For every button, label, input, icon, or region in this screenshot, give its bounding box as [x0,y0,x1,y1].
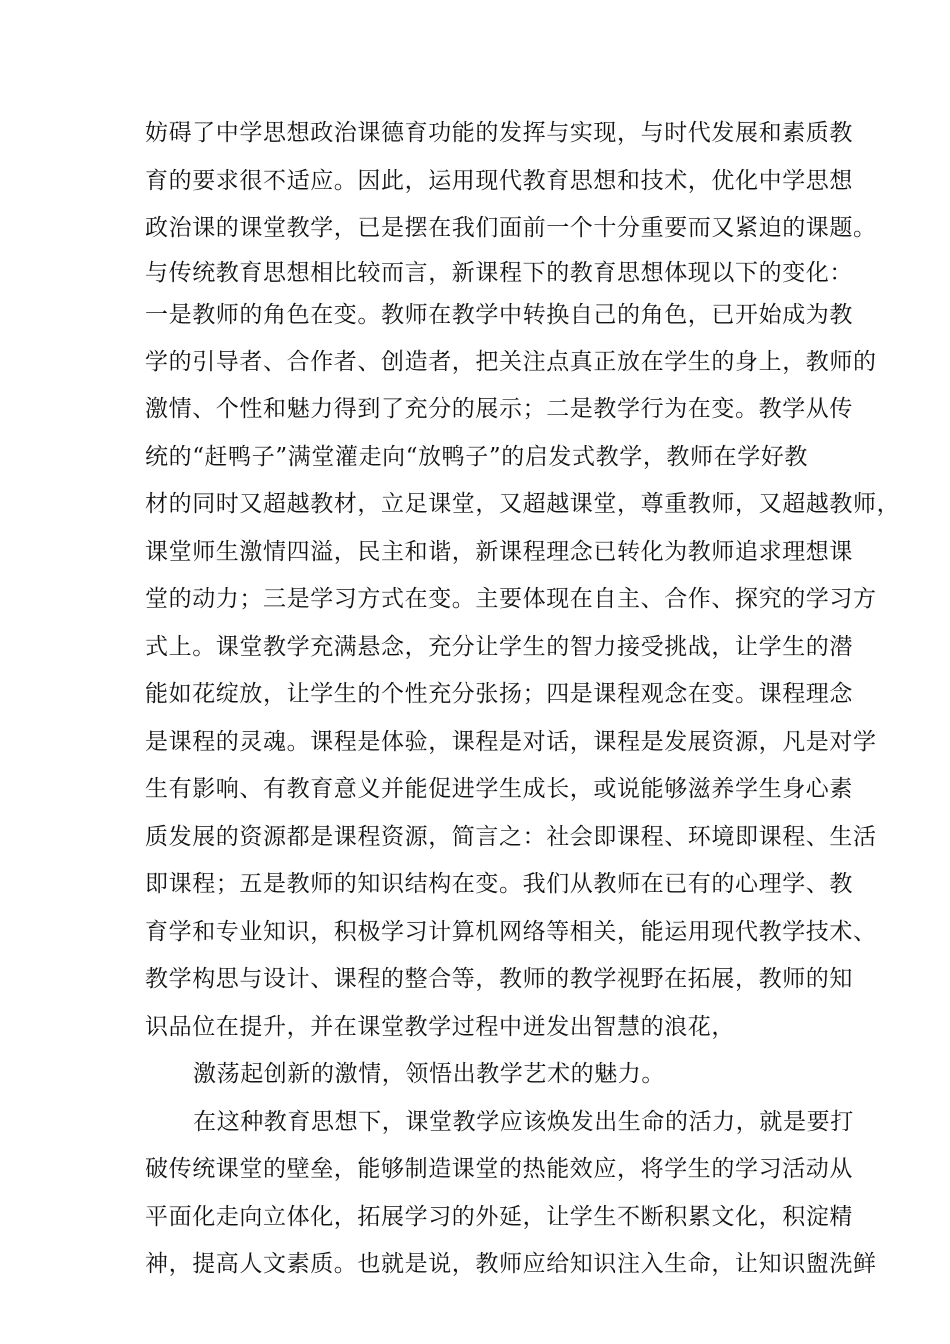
text-line: 教学构思与设计、课程的整合等，教师的教学视野在拓展，教师的知 [145,966,853,992]
text-line: 激情、个性和魅力得到了充分的展示；二是教学行为在变。教学从传 [145,396,853,422]
text-line: 平面化走向立体化，拓展学习的外延，让学生不断积累文化，积淀精 [145,1204,853,1230]
text-line: 妨碍了中学思想政治课德育功能的发挥与实现，与时代发展和素质教 [145,120,853,146]
text-line: 识品位在提升，并在课堂教学过程中迸发出智慧的浪花， [145,1014,735,1040]
text-line: 堂的动力；三是学习方式在变。主要体现在自主、合作、探究的学习方 [145,586,877,612]
text-line: 式上。课堂教学充满悬念，充分让学生的智力接受挑战，让学生的潜 [145,634,853,660]
text-line: 生有影响、有教育意义并能促进学生成长，或说能够滋养学生身心素 [145,776,853,802]
text-line: 破传统课堂的壁垒，能够制造课堂的热能效应，将学生的学习活动从 [145,1156,853,1182]
text-line: 材的同时又超越教材，立足课堂，又超越课堂，尊重教师，又超越教师， [145,491,901,517]
text-line: 质发展的资源都是课程资源，简言之：社会即课程、环境即课程、生活 [145,824,877,850]
paragraph-first-line: 激荡起创新的激情，领悟出教学艺术的魅力。 [193,1061,665,1087]
text-line: 政治课的课堂教学，已是摆在我们面前一个十分重要而又紧迫的课题。 [145,215,877,241]
text-line: 育的要求很不适应。因此，运用现代教育思想和技术，优化中学思想 [145,168,853,194]
text-line: 是课程的灵魂。课程是体验，课程是对话，课程是发展资源，凡是对学 [145,729,877,755]
text-line: 课堂师生激情四溢，民主和谐，新课程理念已转化为教师追求理想课 [145,539,853,565]
text-line: 与传统教育思想相比较而言，新课程下的教育思想体现以下的变化： [145,260,853,286]
text-line: 育学和专业知识，积极学习计算机网络等相关，能运用现代教学技术、 [145,919,877,945]
text-line: 学的引导者、合作者、创造者，把关注点真正放在学生的身上，教师的 [145,349,877,375]
text-line: 神，提高人文素质。也就是说，教师应给知识注入生命，让知识盥洗鲜 [145,1251,877,1277]
text-line: 能如花绽放，让学生的个性充分张扬；四是课程观念在变。课程理念 [145,681,853,707]
text-line: 即课程；五是教师的知识结构在变。我们从教师在已有的心理学、教 [145,871,853,897]
paragraph-first-line: 在这种教育思想下，课堂教学应该焕发出生命的活力，就是要打 [193,1109,854,1135]
text-line: 一是教师的角色在变。教师在教学中转换自己的角色，已开始成为教 [145,302,853,328]
text-line: 统的“赶鸭子”满堂灌走向“放鸭子”的启发式教学，教师在学好教 [145,444,809,470]
